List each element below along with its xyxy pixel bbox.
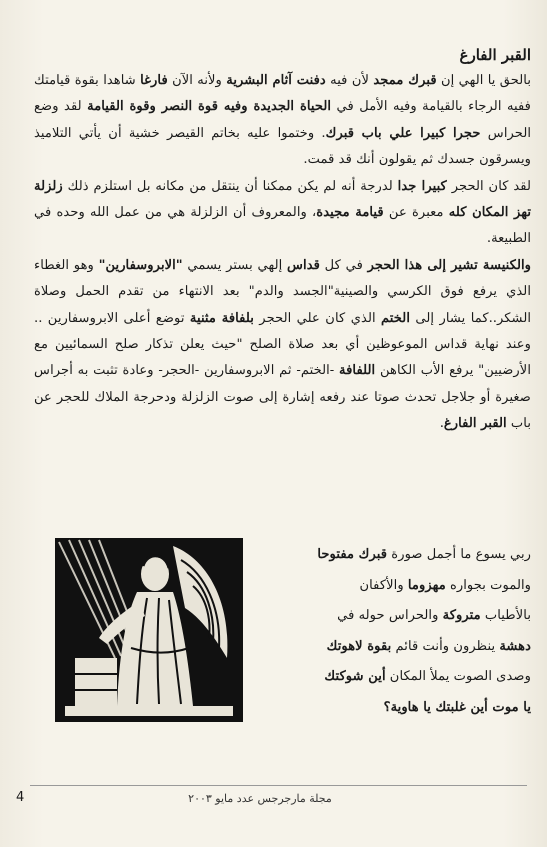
magazine-footer: مجلة مارجرجس عدد مايو ٢٠٠٣ (188, 792, 332, 805)
text-run: إلهي بستر يسمي (182, 257, 287, 273)
text-run: ، والمعروف أن الزلزلة هي من عمل الله وحده في الطبيعة. (34, 205, 531, 247)
text-run: شاهدا بقوة قيامتك ففيه الرجاء بالقيامة وفيه الأمل في (34, 73, 531, 115)
bold-text-run: دهشة (499, 638, 531, 654)
text-run: بالحق يا الهي إن (436, 73, 531, 88)
paragraph-2 (34, 174, 531, 253)
article-heading: القبر الفارغ (459, 46, 531, 64)
angel-at-tomb-woodcut-icon (55, 538, 243, 722)
poem-line (250, 662, 531, 693)
bold-text-run: بلفافة مثنية (189, 310, 254, 326)
article-body (34, 42, 531, 438)
bold-text-run: دفنت آثام البشرية (226, 73, 326, 88)
text-run: . (439, 416, 444, 432)
poem-line (250, 571, 531, 602)
paragraph-3 (34, 253, 531, 438)
text-run: بالأطياب (480, 608, 531, 624)
paragraph-1 (34, 68, 531, 174)
text-run: الذي كان علي الحجر (253, 310, 382, 326)
bold-text-run: اللفافة (339, 363, 376, 379)
text-run: لقد وضع الحراس (34, 99, 532, 141)
footer-divider (30, 785, 527, 786)
bold-text-run: فارغا (140, 73, 168, 88)
bold-text-run: حجرا كبيرا علي باب قبرك (325, 125, 481, 141)
bold-text-run: أين شوكتك (324, 669, 386, 685)
bold-text-run: زلزلة تهز المكان كله (34, 178, 532, 221)
bold-text-run: قداس (286, 257, 320, 273)
text-run: والأكفان (359, 577, 408, 593)
bold-text-run: بقوة لاهوتك (326, 638, 392, 654)
text-run: وهو الغطاء الذي يرفع فوق الكرسي والصينية"الجسد والدم" بعد الانتهاء من تقدم الحمل وصلاة الشكر..كما يشار إلى (34, 257, 531, 326)
poem-line (250, 693, 531, 724)
bold-text-run: "الابروسفارين" (98, 257, 183, 273)
bold-text-run: يا موت أين غلبتك يا هاوية؟ (383, 699, 531, 715)
text-run: والموت بجواره (445, 577, 531, 593)
bold-text-run: متروكة (442, 608, 481, 624)
bold-text-run: مهزوما (407, 577, 446, 593)
bold-text-run: قبرك ممجد (373, 73, 437, 88)
bold-text-run: كبيرا جدا (397, 178, 447, 194)
text-run: . وختموا عليه بخاتم القيصر خشية أن يأتي التلاميذ ويسرقون جسدك ثم يقولون أنك قد قمت. (34, 125, 531, 168)
bold-text-run: الختم (381, 310, 410, 326)
poem-line (250, 601, 531, 632)
text-run: لقد كان الحجر (446, 178, 531, 194)
text-run: ولأنه الآن (167, 73, 227, 88)
text-run: ربي يسوع ما أجمل صورة (387, 547, 531, 562)
text-run: في كل (319, 257, 368, 273)
text-run: وصدى الصوت يملأ المكان (385, 669, 531, 685)
text-run: لأن فيه (325, 73, 374, 88)
bold-text-run: الحياة الجديدة وفيه قوة النصر وقوة القيامة (87, 99, 332, 115)
poem-line (250, 632, 531, 663)
page-number: 4 (16, 790, 25, 805)
bold-text-run: قيامة مجيدة (316, 205, 384, 221)
text-run: والحراس حوله في (337, 608, 443, 624)
text-run: توضع أعلى الابروسفارين .. وعند نهاية قداس الموعوظين أي بعد صلاة الصلح "حيث يعلن تذكار صلح السمائيين مع الأرضيين" يرفع الأب الكاهن (34, 310, 531, 379)
bold-text-run: والكنيسة تشير إلى هذا الحجر (367, 257, 531, 273)
poem-block (250, 540, 531, 724)
poem-line (250, 540, 531, 571)
text-run: -الختم- ثم الابروسفارين -الحجر- وعادة تثبت به أجراس صغيرة أو جلاجل تحدث صوتا عند رفعه إشارة إلى صوت الزلزلة ودحرجة الملاك للحجر عن باب (34, 363, 531, 432)
text-run: معبرة عن (383, 205, 449, 221)
bold-text-run: قبرك مفتوحا (317, 547, 388, 562)
bold-text-run: القبر الفارغ (443, 416, 507, 432)
text-run: ينظرون وأنت قائم (391, 638, 500, 654)
text-run: لدرجة أنه لم يكن ممكنا أن ينتقل من مكانه بل استلزم ذلك (62, 178, 398, 194)
